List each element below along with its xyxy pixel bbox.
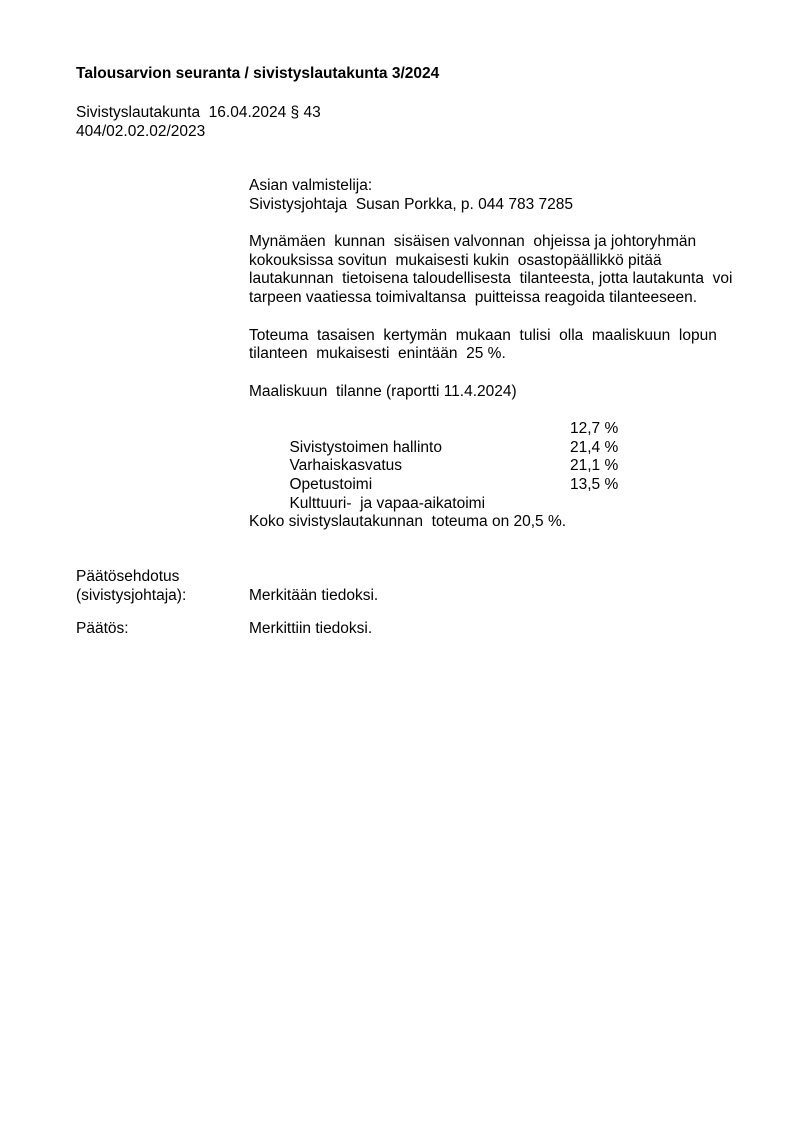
row-value: 21,1 % — [570, 457, 619, 475]
paragraph-line: Mynämäen kunnan sisäisen valvonnan ohjeissa ja johtoryhmän — [249, 233, 697, 251]
row-value: 13,5 % — [570, 476, 619, 493]
row-label: Opetustoimi — [289, 476, 373, 494]
budget-table — [249, 419, 769, 512]
content-column — [249, 177, 769, 532]
proposal-label-line2: (sivistysjohtaja): — [76, 586, 187, 604]
preparer-label: Asian valmistelija: — [249, 177, 373, 194]
row-value: 12,7 % — [570, 419, 619, 437]
paragraph-line: tarpeen vaatiessa toimivaltansa puitteissa reagoida tilanteeseen. — [249, 289, 698, 307]
proposal-text: Merkitään tiedoksi. — [249, 587, 379, 604]
proposal-label — [76, 568, 186, 605]
paragraph-supervision — [249, 233, 769, 308]
decision-text: Merkittiin tiedoksi. — [249, 620, 373, 637]
paragraph-line: tilanteen mukaisesti enintään 25 %. — [249, 345, 506, 363]
document-title: Talousarvion seuranta / sivistyslautakunta 3/2024 — [76, 65, 440, 82]
paragraph-line: kokouksissa sovitun mukaisesti kukin osastopäällikkö pitää — [249, 251, 662, 269]
decision-label: Päätös: — [76, 620, 129, 637]
report-heading: Maaliskuun tilanne (raportti 11.4.2024) — [249, 382, 517, 400]
paragraph-line: lautakunnan tietoisena taloudellisesta tilanteesta, jotta lautakunta voi — [249, 270, 733, 288]
document-meta — [76, 104, 321, 141]
row-label: Sivistystoimen hallinto — [289, 438, 442, 456]
row-label: Varhaiskasvatus — [289, 457, 403, 475]
row-label: Kulttuuri- ja vapaa-aikatoimi — [289, 494, 486, 512]
paragraph-line: Toteuma tasaisen kertymän mukaan tulisi olla maaliskuun lopun — [249, 326, 717, 344]
table-row — [249, 476, 769, 512]
case-number: 404/02.02.02/2023 — [76, 122, 206, 140]
committee-session-line: Sivistyslautakunta 16.04.2024 § 43 — [76, 104, 321, 121]
row-value: 21,4 % — [570, 438, 619, 456]
paragraph-target — [249, 327, 769, 364]
summary-line: Koko sivistyslautakunnan toteuma on 20,5 %. — [249, 513, 567, 531]
preparer-info: Sivistysjohtaja Susan Porkka, p. 044 783 7285 — [249, 195, 573, 213]
proposal-label-line1: Päätösehdotus — [76, 568, 180, 585]
